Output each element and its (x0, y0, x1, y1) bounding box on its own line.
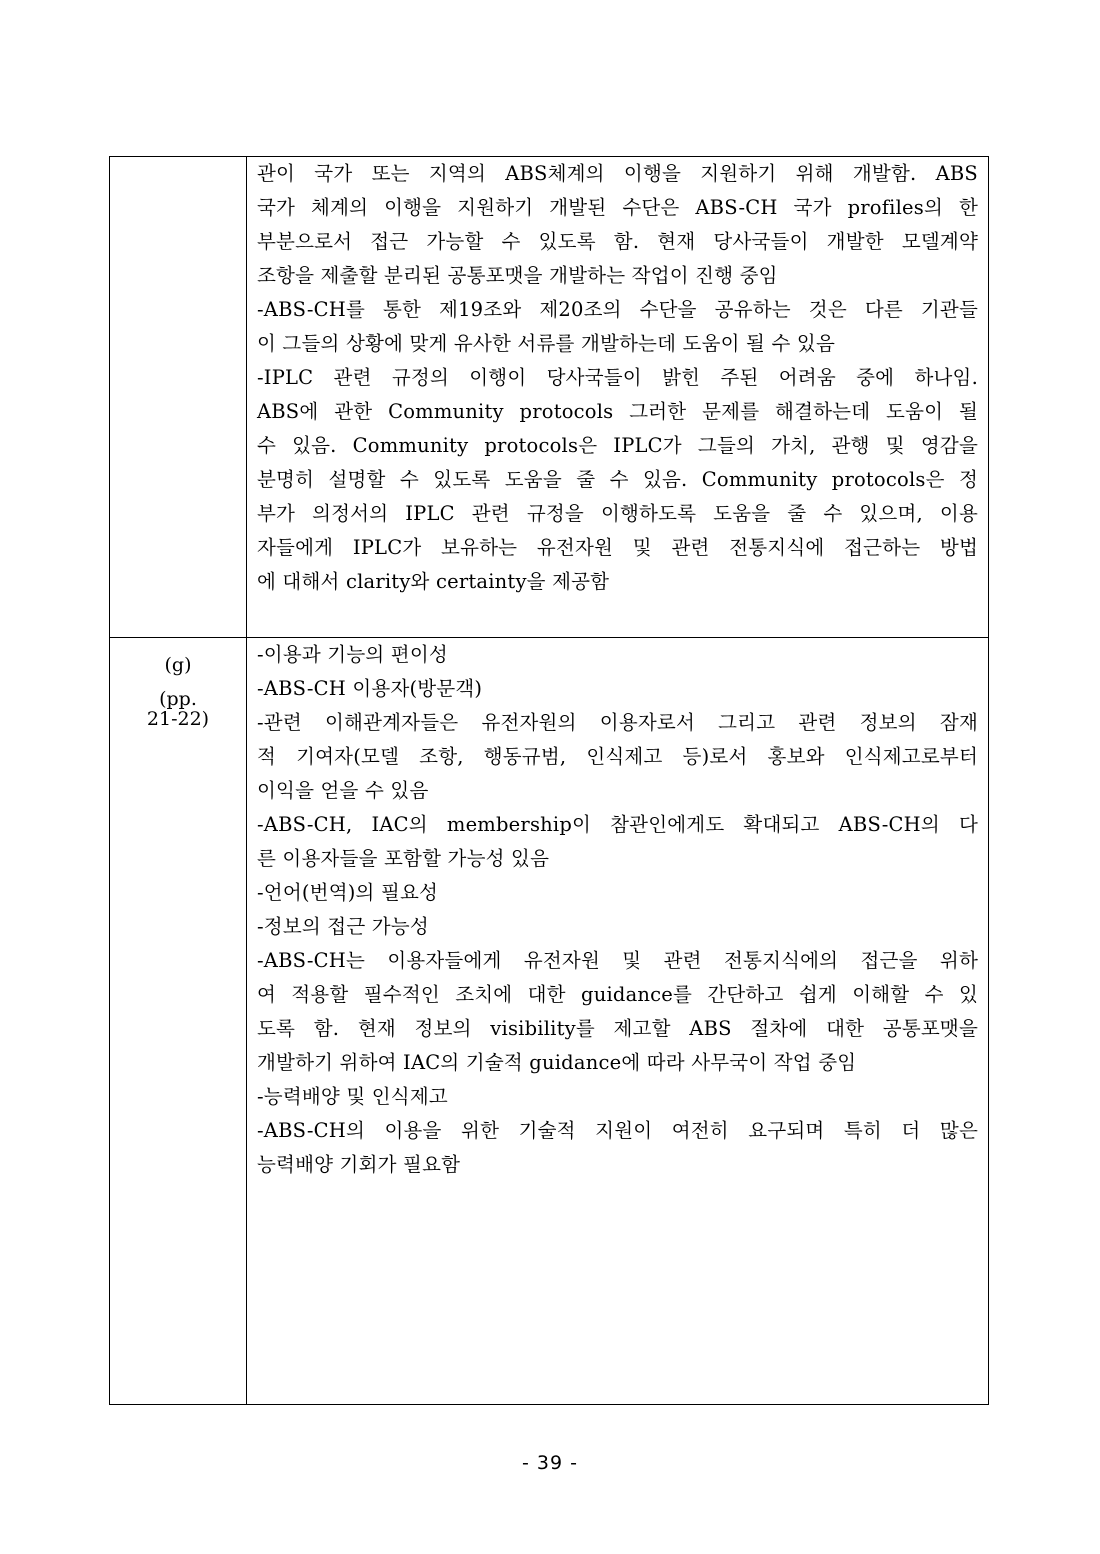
text-line: -ABS-CH를 통한 제19조와 제20조의 수단을 공유하는 것은 다른 기관들 (257, 298, 978, 321)
text-line: 도록 함. 현재 정보의 visibility를 제고할 ABS 절차에 대한 공통포맷을 (257, 1017, 978, 1040)
text-line: 부분으로서 접근 가능할 수 있도록 함. 현재 당사국들이 개발한 모델계약 (257, 230, 978, 253)
text-line: 능력배양 기회가 필요함 (257, 1153, 461, 1176)
text-line: 조항을 제출할 분리된 공통포맷을 개발하는 작업이 진행 중임 (257, 264, 778, 287)
text-line: 적 기여자(모델 조항, 행동규범, 인식제고 등)로서 홍보와 인식제고로부터 (257, 745, 978, 768)
content-table (109, 156, 989, 1405)
text-line: -능력배양 및 인식제고 (257, 1085, 448, 1108)
text-line: 른 이용자들을 포함할 가능성 있음 (257, 847, 550, 870)
text-line: 이익을 얻을 수 있음 (257, 779, 429, 802)
text-line: -ABS-CH, IAC의 membership이 참관인에게도 확대되고 ABS-CH의 다 (257, 813, 978, 836)
text-line: 이 그들의 상황에 맞게 유사한 서류를 개발하는데 도움이 될 수 있음 (257, 332, 835, 355)
text-line: 분명히 설명할 수 있도록 도움을 줄 수 있음. Community protocols은 정 (257, 468, 978, 491)
row-label-line: 21-22) (146, 708, 210, 730)
row-label-cell (110, 638, 247, 1405)
row-label-line: (g) (164, 654, 192, 676)
text-line: 국가 체계의 이행을 지원하기 개발된 수단은 ABS-CH 국가 profiles의 한 (257, 196, 978, 219)
text-line: -ABS-CH는 이용자들에게 유전자원 및 관련 전통지식에의 접근을 위하 (257, 949, 978, 972)
text-line: 개발하기 위하여 IAC의 기술적 guidance에 따라 사무국이 작업 중임 (257, 1051, 857, 1074)
table-row (110, 638, 989, 1405)
text-line: -정보의 접근 가능성 (257, 915, 429, 938)
text-line: 부가 의정서의 IPLC 관련 규정을 이행하도록 도움을 줄 수 있으며, 이용 (257, 502, 978, 525)
text-line: 관이 국가 또는 지역의 ABS체계의 이행을 지원하기 위해 개발함. ABS (257, 162, 978, 185)
text-line: ABS에 관한 Community protocols 그러한 문제를 해결하는데 도움이 될 (257, 400, 978, 423)
text-line: -관련 이해관계자들은 유전자원의 이용자로서 그리고 관련 정보의 잠재 (257, 711, 978, 734)
text-line: 자들에게 IPLC가 보유하는 유전자원 및 관련 전통지식에 접근하는 방법 (257, 536, 978, 559)
row-label-line: (pp. (159, 688, 197, 710)
row-content-cell (247, 638, 989, 1405)
text-line: -ABS-CH 이용자(방문객) (257, 677, 483, 700)
text-line: 에 대해서 clarity와 certainty을 제공함 (257, 570, 610, 593)
row-content-cell (247, 157, 989, 638)
text-line: -언어(번역)의 필요성 (257, 881, 439, 904)
text-line: 여 적용할 필수적인 조치에 대한 guidance를 간단하고 쉽게 이해할 수 있 (257, 983, 978, 1006)
page-number: - 39 - (522, 1452, 578, 1474)
text-line: -ABS-CH의 이용을 위한 기술적 지원이 여전히 요구되며 특히 더 많은 (257, 1119, 978, 1142)
table-row (110, 157, 989, 638)
text-line: -IPLC 관련 규정의 이행이 당사국들이 밝힌 주된 어려움 중에 하나임. (257, 366, 978, 389)
row-label-cell (110, 157, 247, 638)
text-line: 수 있음. Community protocols은 IPLC가 그들의 가치, 관행 및 영감을 (257, 434, 978, 457)
text-line: -이용과 기능의 편이성 (257, 643, 448, 666)
